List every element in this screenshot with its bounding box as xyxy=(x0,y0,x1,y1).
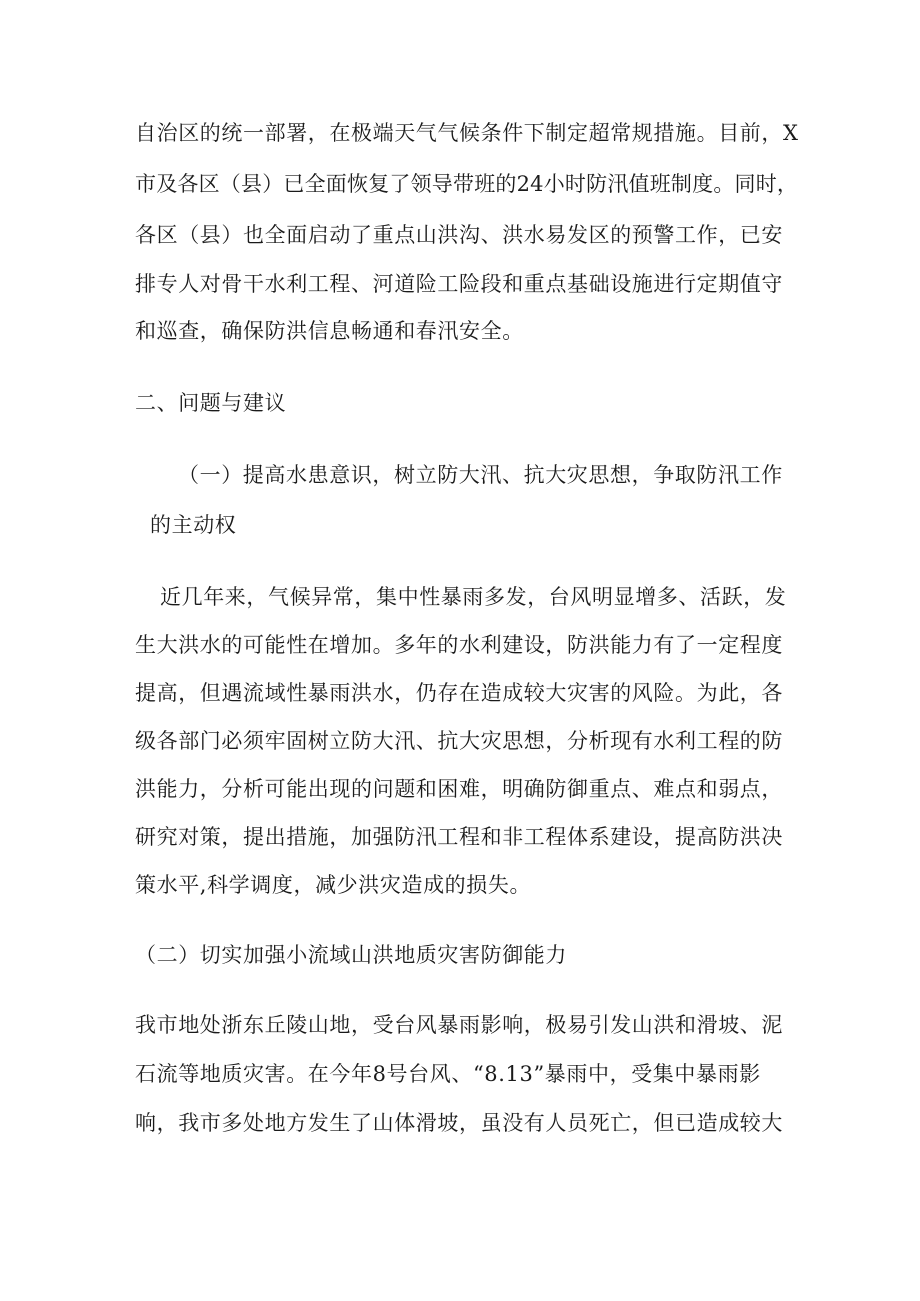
text-line: 洪能力，分析可能出现的问题和困难，明确防御重点、难点和弱点， xyxy=(135,777,783,801)
text-line: 提高，但遇流域性暴雨洪水，仍存在造成较大灾害的风险。为此，各 xyxy=(135,681,783,705)
text-line: 策水平,科学调度，减少洪灾造成的损失。 xyxy=(135,873,532,897)
text-line: 级各部门必须牢固树立防大汛、抗大灾思想，分析现有水利工程的防 xyxy=(135,729,783,753)
text-line: 响，我市多处地方发生了山体滑坡，虽没有人员死亡，但已造成较大 xyxy=(135,1111,783,1135)
text-line: 市及各区（县）已全面恢复了领导带班的24小时防汛值班制度。同时， xyxy=(135,172,799,196)
section-heading: 二、问题与建议 xyxy=(135,391,287,415)
text-line: 自治区的统一部署，在极端天气气候条件下制定超常规措施。目前，X xyxy=(135,121,799,145)
subheading-line: 的主动权 xyxy=(150,513,237,537)
text-line: 各区（县）也全面启动了重点山洪沟、洪水易发区的预警工作，已安 xyxy=(135,223,783,247)
text-line: 生大洪水的可能性在增加。多年的水利建设，防洪能力有了一定程度 xyxy=(135,633,783,657)
subheading-line: （一）提高水患意识，树立防大汛、抗大灾思想，争取防汛工作 xyxy=(178,463,783,487)
text-line: 研究对策，提出措施，加强防汛工程和非工程体系建设，提高防洪决 xyxy=(135,825,783,849)
subheading-2: （二）切实加强小流域山洪地质灾害防御能力 xyxy=(135,943,567,967)
text-line: 和巡查，确保防洪信息畅通和春汛安全。 xyxy=(135,319,524,343)
text-line: 石流等地质灾害。在今年8号台风、“8.13”暴雨中，受集中暴雨影 xyxy=(135,1062,761,1086)
text-line: 近几年来，气候异常，集中性暴雨多发，台风明显增多、活跃，发 xyxy=(160,585,787,609)
text-line: 排专人对骨干水利工程、河道险工险段和重点基础设施进行定期值守 xyxy=(135,272,783,296)
text-line: 我市地处浙东丘陵山地，受台风暴雨影响，极易引发山洪和滑坡、泥 xyxy=(135,1013,783,1037)
